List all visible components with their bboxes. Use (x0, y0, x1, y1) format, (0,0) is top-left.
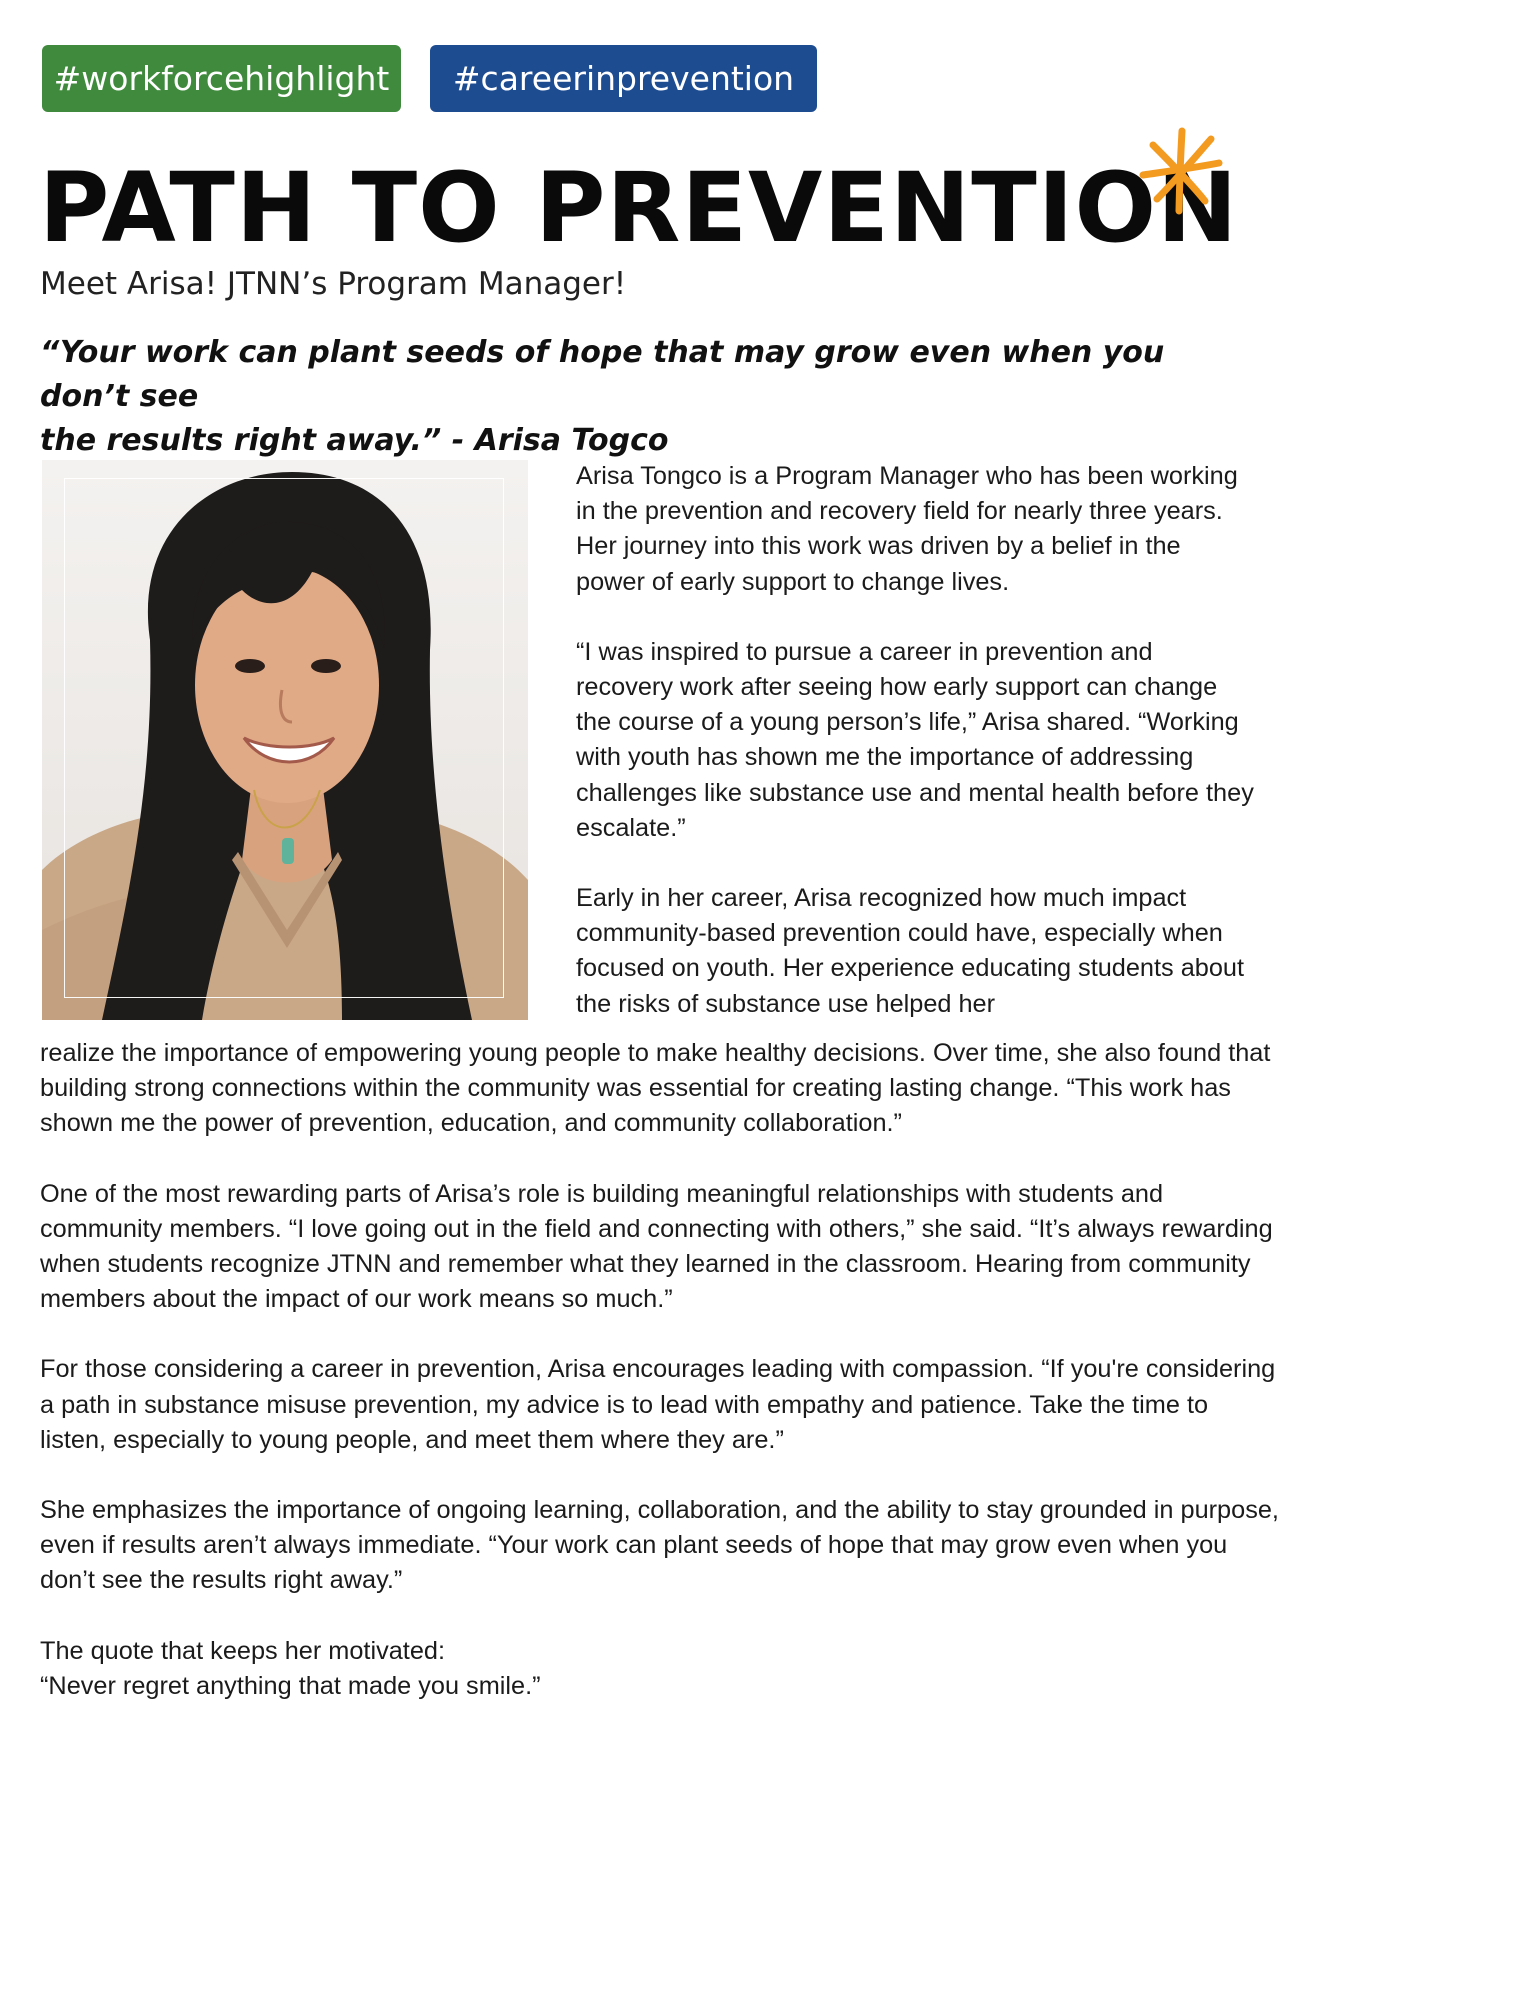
article-right-column (576, 459, 1256, 1022)
article-paragraph-2: “I was inspired to pursue a career in prevention and recovery work after seeing how early support can change the course of a young person’s life,” Arisa shared. “Working with youth has shown me the importance of addressing challenges like substance use and mental health before they escalate.” (576, 637, 1254, 842)
article-paragraph-5: For those considering a career in prevention, Arisa encourages leading with compassion. “If you're considering a path in substance misuse prevention, my advice is to lead with empathy and patience. Take the time to listen, especially to young people, and meet them where they are.” (40, 1355, 1276, 1454)
motivation-intro: The quote that keeps her motivated: (40, 1636, 445, 1665)
article-full-width (40, 1036, 1280, 1739)
pull-quote (40, 331, 1250, 463)
article-paragraph-3-continued: realize the importance of empowering young people to make healthy decisions. Over time, she also found that building strong connections within the community was essential for creating lasting change. “This work has shown me the power of prevention, education, and community collaboration.” (40, 1039, 1271, 1138)
portrait-photo (42, 460, 528, 1020)
pull-quote-line-2: the results right away.” - Arisa Togco (40, 423, 669, 458)
page-title: PATH TO PREVENTION (39, 152, 1239, 264)
article-paragraph-3-start: Early in her career, Arisa recognized how much impact community-based prevention could have, especially when focused on youth. Her experience educating students about the risks of substance use helped her (576, 884, 1245, 1018)
article-paragraph-1: Arisa Tongco is a Program Manager who has been working in the prevention and recovery field for nearly three years. Her journey into this work was driven by a belief in the power of early support to change lives. (576, 462, 1238, 596)
hashtag-careerinprevention: #careerinprevention (430, 45, 817, 112)
subtitle: Meet Arisa! JTNN’s Program Manager! (40, 266, 627, 302)
article-paragraph-7 (40, 1634, 1280, 1704)
photo-frame (64, 478, 504, 998)
motivation-quote: “Never regret anything that made you smile.” (40, 1671, 541, 1700)
article-paragraph-4: One of the most rewarding parts of Arisa’s role is building meaningful relationships with students and community members. “I love going out in the field and connecting with others,” she said. “It’s always rewarding when students recognize JTNN and remember what they learned in the classroom. Hearing from community members about the impact of our work means so much.” (40, 1179, 1273, 1314)
hashtag-workforcehighlight: #workforcehighlight (42, 45, 401, 112)
article-paragraph-6: She emphasizes the importance of ongoing learning, collaboration, and the ability to stay grounded in purpose, even if results aren’t always immediate. “Your work can plant seeds of hope that may grow even when you don’t see the results right away.” (40, 1496, 1279, 1595)
pull-quote-line-1: “Your work can plant seeds of hope that may grow even when you don’t see (40, 335, 1165, 414)
orange-asterisk-star-icon (1135, 125, 1225, 217)
